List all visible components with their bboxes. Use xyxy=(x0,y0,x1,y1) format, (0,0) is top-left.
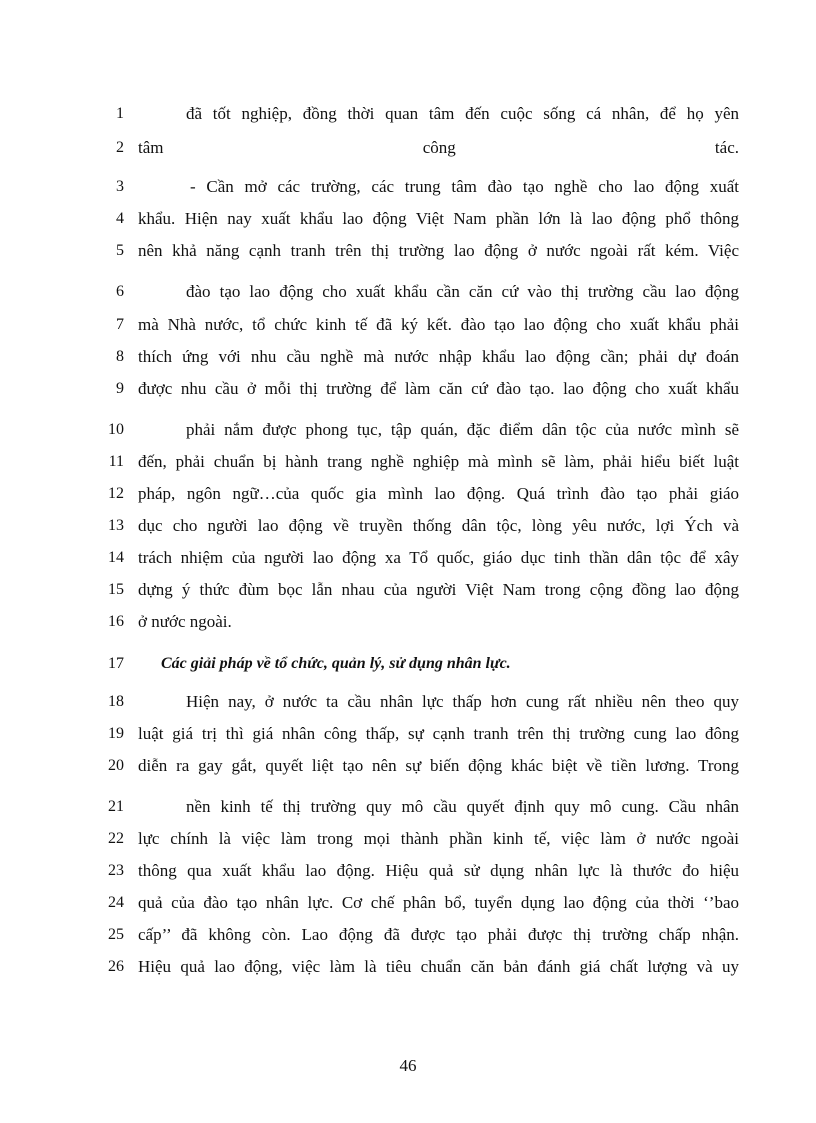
section-heading xyxy=(0,651,816,677)
line-text: được nhu cầu ở mỗi thị trường để làm căn cứ đào tạo. lao động cho xuất khẩu xyxy=(138,379,739,398)
line-text: dựng ý thức đùm bọc lẫn nhau của người Việt Nam trong cộng đồng lao động xyxy=(138,580,739,599)
line-number: 7 xyxy=(116,316,124,333)
line-number: 11 xyxy=(108,453,124,470)
line-text: - Cần mở các trường, các trung tâm đào tạo nghề cho lao động xuất xyxy=(190,177,739,196)
line-number: 22 xyxy=(108,830,124,847)
line-number: 17 xyxy=(108,655,124,672)
line-23 xyxy=(0,858,816,884)
line-number: 25 xyxy=(108,926,124,943)
line-number: 4 xyxy=(116,210,124,227)
line-number: 18 xyxy=(108,693,124,710)
line-4 xyxy=(0,206,816,232)
line-15 xyxy=(0,577,816,603)
line-number: 6 xyxy=(116,283,124,300)
line-25 xyxy=(0,922,816,948)
line-number: 1 xyxy=(116,105,124,122)
line-8 xyxy=(0,344,816,370)
line-number: 12 xyxy=(108,485,124,502)
word: tác. xyxy=(714,138,739,157)
line-12 xyxy=(0,481,816,507)
line-26 xyxy=(0,954,816,980)
line-text: trách nhiệm của người lao động xa Tổ quốc, giáo dục tinh thần dân tộc để xây xyxy=(138,548,739,567)
line-number: 20 xyxy=(108,757,124,774)
line-text: khẩu. Hiện nay xuất khẩu lao động Việt Nam phần lớn là lao động phổ thông xyxy=(138,209,739,228)
heading-text: Các giải pháp về tổ chức, quản lý, sử dụng nhân lực. xyxy=(161,655,511,672)
line-text: phải nắm được phong tục, tập quán, đặc điểm dân tộc của nước mình sẽ xyxy=(186,420,739,439)
line-7 xyxy=(0,312,816,338)
line-24 xyxy=(0,890,816,916)
line-text: đào tạo lao động cho xuất khẩu cần căn cứ vào thị trường cầu lao động xyxy=(186,282,739,301)
line-number: 15 xyxy=(108,581,124,598)
line-number: 5 xyxy=(116,242,124,259)
page-number: 46 xyxy=(399,1056,417,1075)
line-text: Hiện nay, ở nước ta cầu nhân lực thấp hơn cung rất nhiều nên theo quy xyxy=(186,692,739,711)
line-6 xyxy=(0,279,816,305)
line-14 xyxy=(0,545,816,571)
line-10 xyxy=(0,417,816,443)
line-number: 24 xyxy=(108,894,124,911)
line-number: 10 xyxy=(108,421,124,438)
line-21 xyxy=(0,794,816,820)
line-text: Hiệu quả lao động, việc làm là tiêu chuẩn căn bản đánh giá chất lượng và uy xyxy=(138,957,739,976)
line-2 xyxy=(0,135,816,161)
line-text: luật giá trị thì giá nhân công thấp, sự cạnh tranh trên thị trường cung lao đông xyxy=(138,724,739,743)
line-text: diễn ra gay gắt, quyết liệt tạo nên sự biến động khác biệt về tiền lương. Trong xyxy=(138,756,739,775)
word: công xyxy=(422,138,456,157)
line-text: nên khả năng cạnh tranh trên thị trường lao động ở nước ngoài rất kém. Việc xyxy=(138,241,739,260)
line-text: ở nước ngoài. xyxy=(138,612,232,631)
line-text: thông qua xuất khẩu lao động. Hiệu quả sử dụng nhân lực là thước đo hiệu xyxy=(138,861,739,880)
line-text: thích ứng với nhu cầu nghề mà nước nhập khẩu lao động cần; phải dự đoán xyxy=(138,347,739,366)
line-20 xyxy=(0,753,816,779)
line-18 xyxy=(0,689,816,715)
line-text: đến, phải chuẩn bị hành trang nghề nghiệp mà mình sẽ làm, phải hiểu biết luật xyxy=(138,452,739,471)
line-text: dục cho người lao động về truyền thống dân tộc, lòng yêu nước, lợi Ých và xyxy=(138,516,739,535)
line-13 xyxy=(0,513,816,539)
line-9 xyxy=(0,376,816,402)
line-text: cấp’’ đã không còn. Lao động đã được tạo phải được thị trường chấp nhận. xyxy=(138,925,739,944)
line-text: mà Nhà nước, tổ chức kinh tế đã ký kết. đào tạo lao động cho xuất khẩu phải xyxy=(138,315,739,334)
line-text: lực chính là việc làm trong mọi thành phần kinh tế, việc làm ở nước ngoài xyxy=(138,829,739,848)
line-number: 14 xyxy=(108,549,124,566)
line-22 xyxy=(0,826,816,852)
line-1 xyxy=(0,101,816,127)
line-text: đã tốt nghiệp, đồng thời quan tâm đến cuộc sống cá nhân, để họ yên xyxy=(186,104,739,123)
line-16 xyxy=(0,609,816,635)
line-text: quả của đào tạo nhân lực. Cơ chế phân bổ, tuyển dụng lao động của thời ‘’bao xyxy=(138,893,739,912)
line-number: 9 xyxy=(116,380,124,397)
line-number: 8 xyxy=(116,348,124,365)
line-text: nền kinh tế thị trường quy mô cầu quyết định quy mô cung. Cầu nhân xyxy=(186,797,739,816)
line-number: 2 xyxy=(116,139,124,156)
line-3 xyxy=(0,174,816,200)
line-number: 13 xyxy=(108,517,124,534)
line-number: 23 xyxy=(108,862,124,879)
line-text xyxy=(138,135,739,161)
line-number: 3 xyxy=(116,178,124,195)
line-19 xyxy=(0,721,816,747)
line-text: pháp, ngôn ngữ…của quốc gia mình lao động. Quá trình đào tạo phải giáo xyxy=(138,484,739,503)
line-number: 26 xyxy=(108,958,124,975)
line-5 xyxy=(0,238,816,264)
line-number: 21 xyxy=(108,798,124,815)
line-number: 19 xyxy=(108,725,124,742)
line-number: 16 xyxy=(108,613,124,630)
word: tâm xyxy=(138,138,164,157)
line-11 xyxy=(0,449,816,475)
